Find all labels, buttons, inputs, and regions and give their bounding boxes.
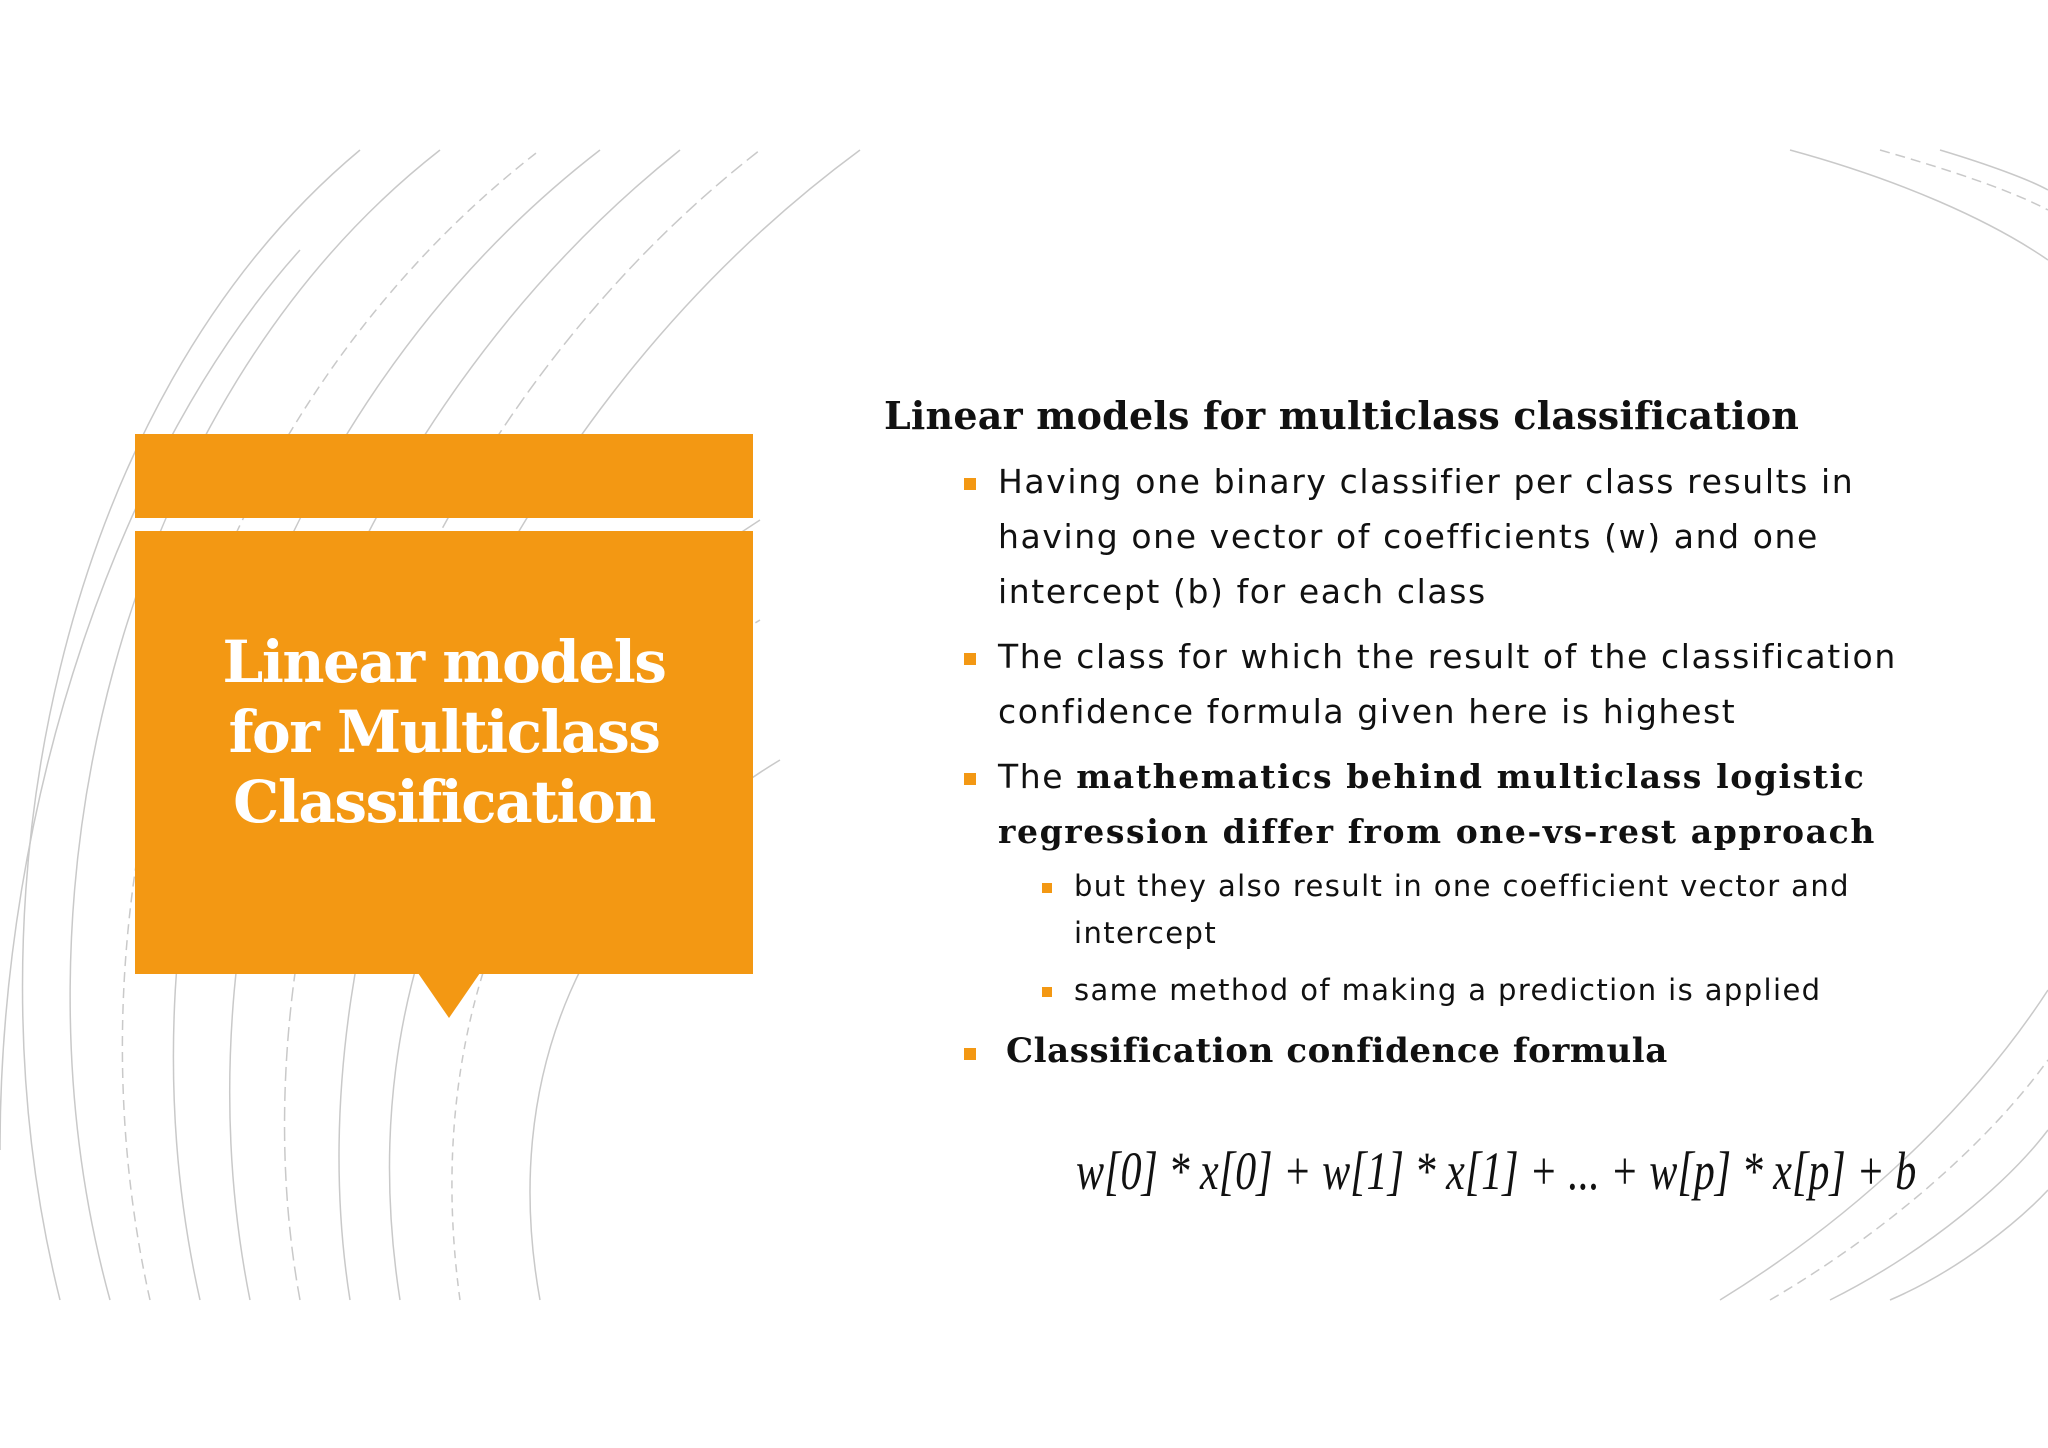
content-heading: Linear models for multiclass classification	[884, 393, 1800, 438]
sub-bullet-list	[998, 863, 1964, 1014]
decorative-arc	[1890, 1190, 2048, 1300]
slide-title-line: Linear models	[222, 627, 666, 696]
callout-pointer	[418, 973, 480, 1018]
bullet-item	[998, 749, 1964, 1014]
accent-bar	[135, 434, 753, 518]
bullet-text: Having one binary classifier per class results in having one vector of coefficients (w) and one intercept (b) for each class	[998, 462, 1855, 611]
sub-bullet-item: same method of making a prediction is applied	[1074, 967, 1964, 1014]
bullet-item	[998, 629, 1964, 739]
bullet-text: Classification confidence formula	[1006, 1031, 1668, 1071]
bullet-item	[998, 454, 1964, 619]
content-panel	[884, 392, 1964, 1089]
title-callout-box	[135, 531, 753, 974]
slide-title	[184, 627, 704, 837]
bullet-text: The	[998, 757, 1077, 796]
bullet-emphasis: mathematics behind multiclass logistic regression differ from one-vs-rest approach	[998, 757, 1876, 851]
decorative-arc	[1880, 150, 2048, 210]
bullet-text: The class for which the result of the classification confidence formula given here is highest	[998, 637, 1897, 731]
slide-title-line: Classification	[233, 767, 655, 836]
bullet-item	[998, 1024, 1964, 1079]
slide-title-line: for Multiclass	[228, 697, 660, 766]
decorative-arc	[1940, 150, 2048, 190]
bullet-list	[884, 454, 1964, 1079]
decorative-arc	[1790, 150, 2048, 260]
confidence-formula: w[0] * x[0] + w[1] * x[1] + ... + w[p] * x[p] + b	[1076, 1141, 1917, 1201]
sub-bullet-item: but they also result in one coefficient vector and intercept	[1074, 863, 1964, 957]
